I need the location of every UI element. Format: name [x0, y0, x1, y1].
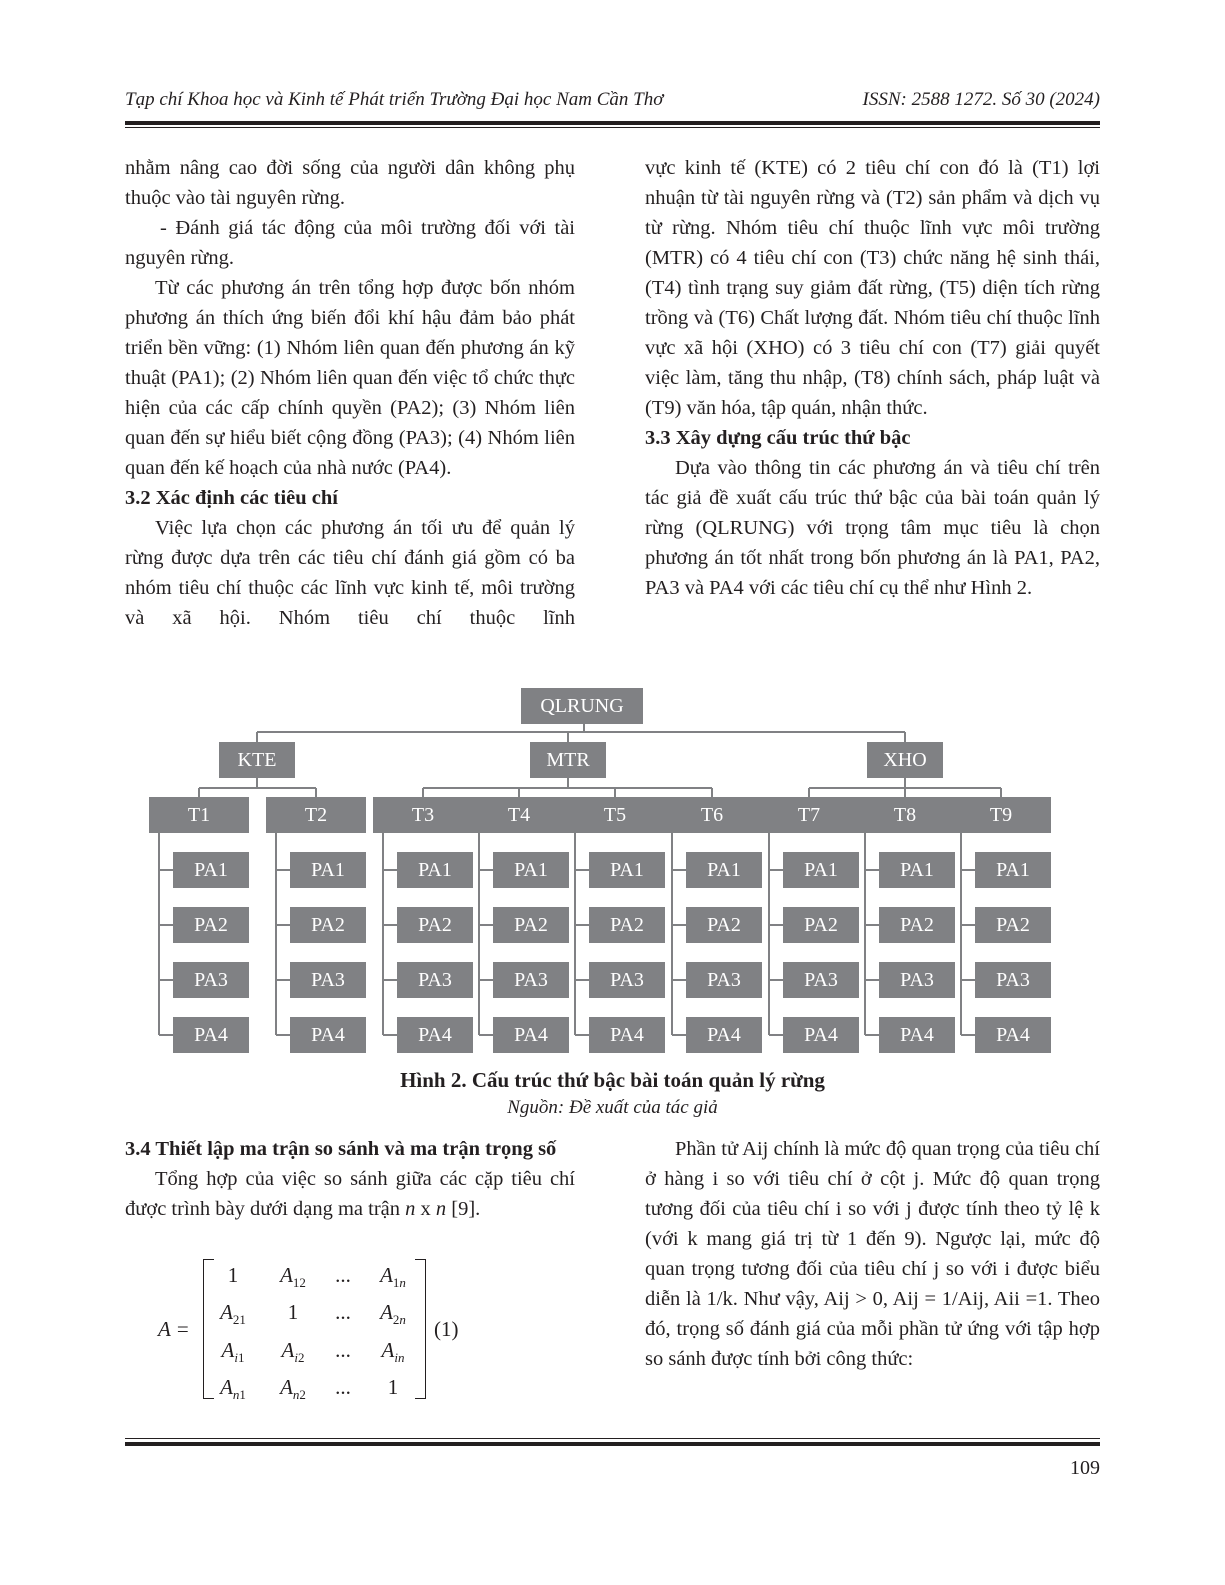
node-alternative-pa3: PA3	[975, 962, 1051, 998]
node-alternative-pa3: PA3	[493, 962, 569, 998]
page-number: 109	[1070, 1457, 1100, 1479]
node-alternative-pa2: PA2	[686, 907, 762, 943]
node-group-kte: KTE	[219, 742, 295, 778]
matrix-cell: ...	[335, 1263, 351, 1287]
matrix-cell	[363, 1338, 423, 1366]
matrix-cell-base: A	[280, 1263, 293, 1287]
node-alternative-pa2: PA2	[589, 907, 665, 943]
node-alternative-pa3: PA3	[783, 962, 859, 998]
node-alternative-pa3: PA3	[686, 962, 762, 998]
node-alternative-pa4: PA4	[879, 1017, 955, 1053]
node-alternative-pa1: PA1	[686, 852, 762, 888]
node-alternative-pa4: PA4	[975, 1017, 1051, 1053]
node-alternative-pa2: PA2	[783, 907, 859, 943]
node-criterion-t3: T3	[373, 797, 473, 833]
node-alternative-pa1: PA1	[589, 852, 665, 888]
column-right-bottom	[645, 1134, 1100, 1374]
matrix-cell-subscript: i2	[294, 1350, 305, 1366]
node-alternative-pa1: PA1	[397, 852, 473, 888]
matrix-cell-subscript: in	[394, 1350, 405, 1366]
paragraph: Việc lựa chọn các phương án tối ưu để quản lý rừng được dựa trên các tiêu chí đánh giá gồm có ba nhóm tiêu chí thuộc các lĩnh vực kinh tế, môi trường và xã hội. Nhóm tiêu chí thuộc lĩnh	[125, 517, 575, 629]
matrix-cell-subscript: 2n	[392, 1312, 406, 1328]
column-right-top	[645, 153, 1100, 603]
matrix-cell-subscript: 1n	[392, 1275, 406, 1291]
section-heading-3-4: 3.4 Thiết lập ma trận so sánh và ma trận trọng số	[125, 1138, 557, 1160]
matrix-cell-subscript: 21	[232, 1312, 246, 1328]
equals-sign: =	[176, 1317, 189, 1341]
node-alternative-pa1: PA1	[173, 852, 249, 888]
paragraph: Từ các phương án trên tổng hợp được bốn nhóm phương án thích ứng biến đổi khí hậu đảm bảo phát triển bền vững: (1) Nhóm liên quan đến phương án kỹ thuật (PA1); (2) Nhóm liên quan đến việc tổ chức thực hiện của các cấp chính quyền (PA2); (3) Nhóm liên quan đến sự hiểu biết cộng đồng (PA3); (4) Nhóm liên quan đến kế hoạch của nhà nước (PA4).	[125, 277, 575, 479]
node-criterion-t4: T4	[469, 797, 569, 833]
figure-caption: Hình 2. Cấu trúc thứ bậc bài toán quản lý rừng	[400, 1068, 825, 1092]
node-alternative-pa2: PA2	[975, 907, 1051, 943]
node-alternative-pa3: PA3	[589, 962, 665, 998]
node-alternative-pa2: PA2	[290, 907, 366, 943]
paragraph-text: Tổng hợp của việc so sánh giữa các cặp tiêu chí được trình bày dưới dạng ma trận	[125, 1168, 575, 1220]
column-left-top	[125, 153, 575, 633]
matrix-cell-base: A	[221, 1338, 235, 1362]
node-criterion-t9: T9	[951, 797, 1051, 833]
section-heading-3-2: 3.2 Xác định các tiêu chí	[125, 487, 338, 509]
matrix-cell: ...	[335, 1300, 351, 1324]
node-alternative-pa4: PA4	[290, 1017, 366, 1053]
matrix-cell	[363, 1300, 423, 1328]
paragraph: vực kinh tế (KTE) có 2 tiêu chí con đó là (T1) lợi nhuận từ tài nguyên rừng và (T2) sản phẩm và dịch vụ từ rừng. Nhóm tiêu chí thuộc lĩnh vực môi trường (MTR) có 4 tiêu chí con (T3) chức năng hệ sinh thái, (T4) tình trạng suy giảm đất rừng, (T5) diện tích rừng trồng và (T6) Chất lượng đất. Nhóm tiêu chí thuộc lĩnh vực xã hội (XHO) có 3 tiêu chí con (T7) giải quyết việc làm, tăng thu nhập, (T8) chính sách, pháp luật và (T9) văn hóa, tập quán, nhận thức.	[645, 157, 1100, 419]
equation-number: (1)	[434, 1317, 459, 1341]
node-alternative-pa4: PA4	[686, 1017, 762, 1053]
node-criterion-t1: T1	[149, 797, 249, 833]
node-alternative-pa2: PA2	[397, 907, 473, 943]
node-alternative-pa3: PA3	[290, 962, 366, 998]
matrix-cell	[203, 1338, 263, 1366]
footer-rule-thick	[125, 1442, 1100, 1446]
node-alternative-pa2: PA2	[173, 907, 249, 943]
journal-title: Tạp chí Khoa học và Kinh tế Phát triển Trường Đại học Nam Cần Thơ	[125, 89, 664, 110]
node-group-mtr: MTR	[530, 742, 606, 778]
node-alternative-pa3: PA3	[879, 962, 955, 998]
matrix-cell: 1	[287, 1300, 299, 1324]
matrix-cell	[363, 1263, 423, 1291]
matrix-cell: ...	[335, 1375, 351, 1399]
node-alternative-pa1: PA1	[783, 852, 859, 888]
comparison-matrix-equation	[155, 1255, 475, 1405]
matrix-cell-base: A	[220, 1300, 233, 1324]
math-x: x	[415, 1198, 436, 1220]
node-alternative-pa1: PA1	[879, 852, 955, 888]
node-alternative-pa4: PA4	[589, 1017, 665, 1053]
matrix-cell-base: A	[381, 1338, 395, 1362]
matrix-cell-subscript: 12	[292, 1275, 306, 1291]
node-criterion-t8: T8	[855, 797, 955, 833]
node-criterion-t5: T5	[565, 797, 665, 833]
math-n: n	[435, 1198, 447, 1220]
math-n: n	[405, 1198, 416, 1220]
matrix-cell-base: A	[220, 1375, 233, 1399]
matrix-cell: ...	[335, 1338, 351, 1362]
figure-source: Nguồn: Đề xuất của tác giả	[507, 1097, 718, 1118]
node-alternative-pa1: PA1	[975, 852, 1051, 888]
matrix-cell: 1	[387, 1375, 399, 1399]
running-header	[125, 89, 1100, 119]
paragraph: nhằm nâng cao đời sống của người dân không phụ thuộc vào tài nguyên rừng.	[125, 157, 575, 209]
matrix-cell-base: A	[280, 1375, 293, 1399]
matrix-cell-subscript: n1	[232, 1387, 246, 1403]
header-rule-thick	[125, 121, 1100, 125]
node-alternative-pa4: PA4	[493, 1017, 569, 1053]
matrix-cell-base: A	[281, 1338, 295, 1362]
node-criterion-t6: T6	[662, 797, 762, 833]
node-alternative-pa3: PA3	[397, 962, 473, 998]
node-criterion-t2: T2	[266, 797, 366, 833]
node-alternative-pa2: PA2	[493, 907, 569, 943]
matrix-cell-base: A	[380, 1263, 393, 1287]
bullet-paragraph: - Đánh giá tác động của môi trường đối với tài nguyên rừng.	[125, 217, 575, 269]
matrix-cell-subscript: n2	[292, 1387, 306, 1403]
section-heading-3-3: 3.3 Xây dựng cấu trúc thứ bậc	[645, 427, 911, 449]
node-criterion-t7: T7	[759, 797, 859, 833]
node-root: QLRUNG	[521, 688, 643, 724]
node-group-xho: XHO	[867, 742, 943, 778]
node-alternative-pa1: PA1	[493, 852, 569, 888]
matrix-lhs: A	[158, 1317, 171, 1341]
footer-rule-thin	[125, 1438, 1100, 1439]
node-alternative-pa2: PA2	[879, 907, 955, 943]
paragraph: Dựa vào thông tin các phương án và tiêu chí trên tác giả đề xuất cấu trúc thứ bậc của bài toán quản lý rừng (QLRUNG) với trọng tâm mục tiêu là chọn phương án tốt nhất trong bốn phương án là PA1, PA2, PA3 và PA4 với các tiêu chí cụ thể như Hình 2.	[645, 457, 1100, 599]
matrix-symbol	[158, 1317, 189, 1342]
node-alternative-pa4: PA4	[173, 1017, 249, 1053]
issn-issue: ISSN: 2588 1272. Số 30 (2024)	[862, 89, 1100, 110]
node-alternative-pa1: PA1	[290, 852, 366, 888]
header-rule-thin	[125, 127, 1100, 128]
matrix-cell	[203, 1375, 263, 1403]
node-alternative-pa3: PA3	[173, 962, 249, 998]
matrix-cell-base: A	[380, 1300, 393, 1324]
paragraph	[125, 1164, 575, 1224]
matrix-cell: 1	[227, 1263, 239, 1287]
column-left-bottom	[125, 1134, 575, 1224]
matrix-cell-subscript: i1	[234, 1350, 245, 1366]
matrix-cell	[203, 1300, 263, 1328]
node-alternative-pa4: PA4	[397, 1017, 473, 1053]
node-alternative-pa4: PA4	[783, 1017, 859, 1053]
citation: [9].	[446, 1198, 481, 1220]
paragraph: Phần tử Aij chính là mức độ quan trọng của tiêu chí ở hàng i so với tiêu chí ở cột j. Mức độ quan trọng tương đối của tiêu chí i so với j được tính theo tỷ lệ k (với k mang giá trị từ 1 đến 9). Ngược lại, mức độ quan trọng tương đối của tiêu chí j so với i được biểu diễn là 1/k. Như vậy, Aij > 0, Aij = 1/Aij, Aii =1. Theo đó, trọng số đánh giá của mỗi phần tử ứng với tập hợp so sánh được tính bởi công thức:	[645, 1138, 1100, 1370]
